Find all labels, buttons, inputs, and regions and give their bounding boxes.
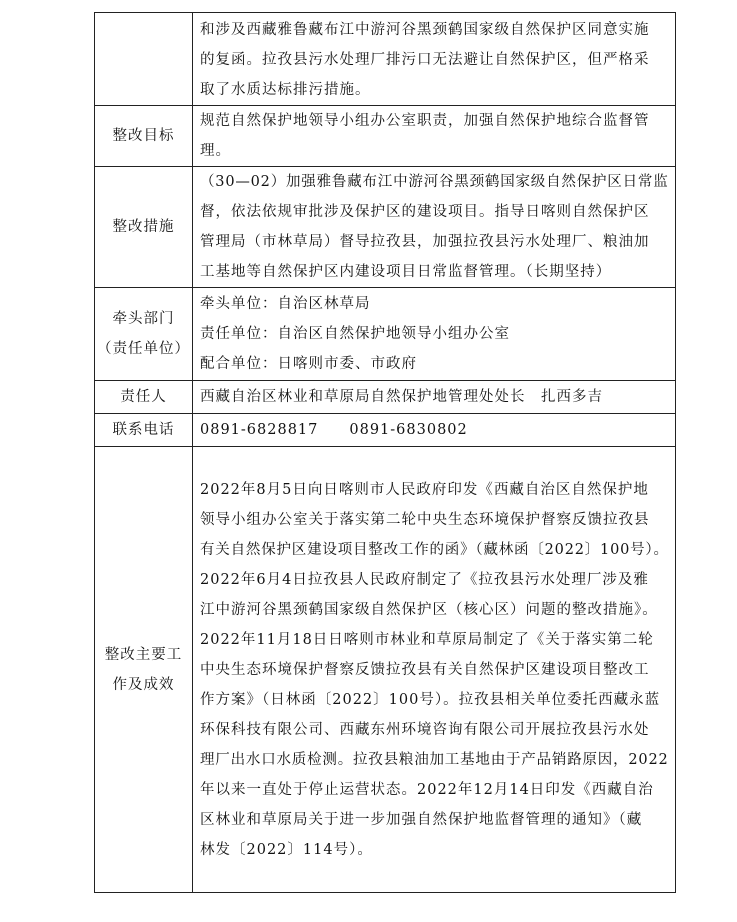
row-content-cell [193,13,676,106]
measures-row [95,167,676,288]
row-label-cell [95,13,193,106]
contact-phone-row [95,414,676,447]
row-label-cell [95,414,193,447]
content-text-line: 领导小组办公室关于落实第二轮中央生态环境保护督察反馈拉孜县 [200,511,650,528]
content-text-line: 林发〔2022〕114号）。 [200,841,373,858]
content-text-line: 管理局（市林草局）督导拉孜县，加强拉孜县污水处理厂、粮油加 [200,234,650,250]
content-text-line: 理厂出水口水质检测。拉孜县粮油加工基地由于产品销路原因，2022 [200,751,669,768]
goal-row [95,106,676,167]
content-text-line: 西藏自治区林业和草原局自然保护地管理处处长 扎西多吉 [200,389,603,405]
row-content-cell [193,381,676,414]
content-text-line: （30—02）加强雅鲁藏布江中游河谷黑颈鹤国家级自然保护区日常监 [200,174,669,190]
content-text-line: 年以来一直处于停止运营状态。2022年12月14日印发《西藏自治 [200,781,654,798]
row-label-cell [95,447,193,893]
row-label-line: 作及成效 [112,676,175,693]
content-text-line: 2022年6月4日拉孜县人民政府制定了《拉孜县污水处理厂涉及雅 [200,571,649,588]
content-text-line: 2022年8月5日向日喀则市人民政府印发《西藏自治区自然保护地 [200,481,649,498]
row-label-cell [95,106,193,167]
content-text-line: 配合单位：日喀则市委、市政府 [200,356,417,372]
content-text-line: 责任单位：自治区自然保护地领导小组办公室 [200,326,510,342]
content-text-line: 的复函。拉孜县污水处理厂排污口无法避让自然保护区，但严格采 [200,52,650,68]
content-text-line: 区林业和草原局关于进一步加强自然保护地监督管理的通知》（藏 [200,811,643,828]
content-text-line: 江中游河谷黑颈鹤国家级自然保护区（核心区）问题的整改措施》。 [200,601,658,618]
content-text-line: 有关自然保护区建设项目整改工作的函》（藏林函〔2022〕100号）。 [200,541,669,558]
row-label-line: 整改目标 [112,128,175,144]
row-label-line: 整改主要工 [104,646,183,663]
row-label-line: 整改措施 [112,219,175,235]
lead-department-row [95,288,676,381]
content-text-line: 2022年11月18日日喀则市林业和草原局制定了《关于落实第二轮 [200,631,654,648]
row-label-cell [95,381,193,414]
content-text-line: 牵头单位：自治区林草局 [200,296,371,312]
content-text-line: 取了水质达标排污措施。 [200,82,371,98]
row-label-line: 牵头部门 [112,311,175,327]
content-text-line: 督，依法依规审批涉及保护区的建设项目。指导日喀则自然保护区 [200,204,650,220]
content-text-line: 和涉及西藏雅鲁藏布江中游河谷黑颈鹤国家级自然保护区同意实施 [200,22,650,38]
row-label-cell [95,288,193,381]
row-content-cell [193,167,676,288]
content-text-line: 0891-6828817 0891-6830802 [200,422,468,438]
row-label-line: （责任单位） [97,341,190,357]
content-text-line: 规范自然保护地领导小组办公室职责，加强自然保护地综合监督管 [200,113,650,129]
content-text-line: 作方案》（日林函〔2022〕100号）。拉孜县相关单位委托西藏永蓝 [200,691,661,708]
row-label-cell [95,167,193,288]
content-text-line: 工基地等自然保护区内建设项目日常监督管理。（长期坚持） [200,264,612,280]
row-content-cell [193,106,676,167]
content-text-line: 理。 [200,143,231,159]
row-content-cell [193,447,676,893]
row-content-cell [193,414,676,447]
row-content-cell [193,288,676,381]
rectification-table-sheet [94,12,676,893]
rectification-table [94,12,676,893]
row-label-line: 责任人 [120,389,167,405]
content-text-line: 环保科技有限公司、西藏东州环境咨询有限公司开展拉孜县污水处 [200,721,650,738]
row-label-line: 联系电话 [112,422,175,438]
continuation-row [95,13,676,106]
main-work-row [95,447,676,893]
content-text-line: 中央生态环境保护督察反馈拉孜县有关自然保护区建设项目整改工 [200,661,650,678]
responsible-person-row [95,381,676,414]
